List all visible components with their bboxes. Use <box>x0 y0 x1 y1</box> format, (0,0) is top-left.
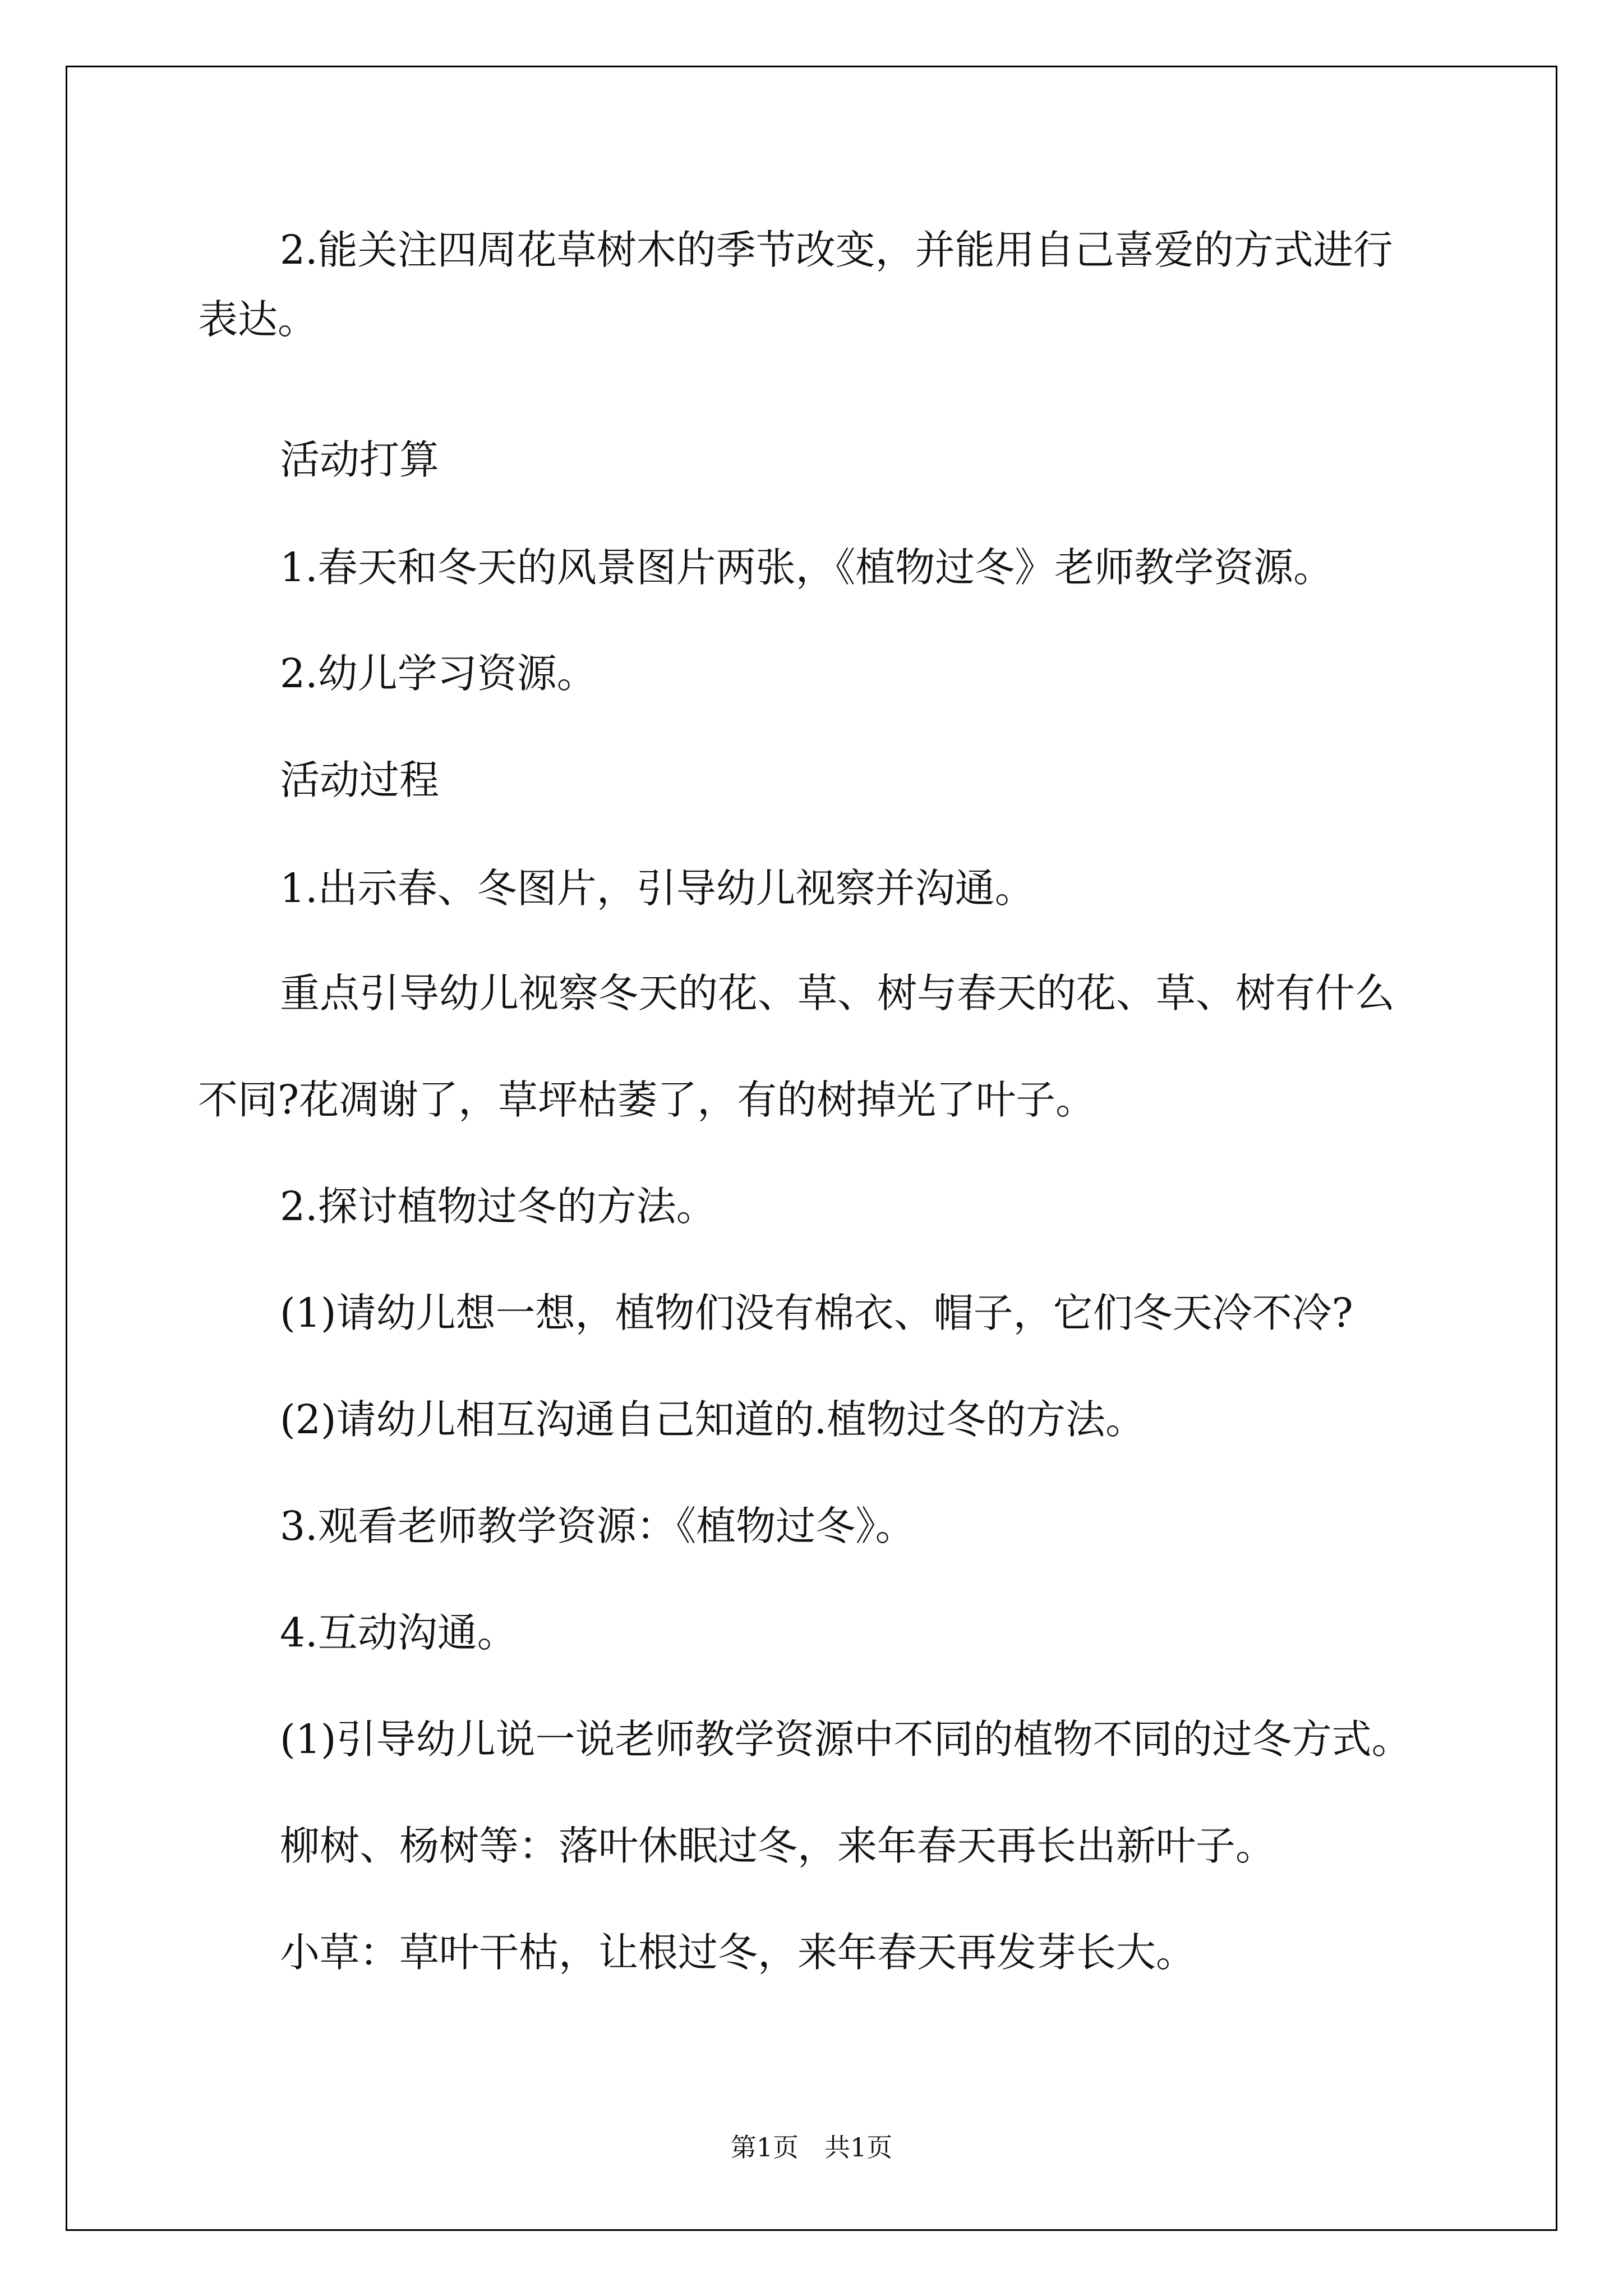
paragraph-line: 小草：草叶干枯，让根过冬，来年春天再发芽长大。 <box>280 1929 1196 1976</box>
paragraph-line: 2.幼儿学习资源。 <box>280 650 597 697</box>
paragraph-line: (2)请幼儿相互沟通自己知道的.植物过冬的方法。 <box>280 1396 1146 1443</box>
section-heading: 活动过程 <box>280 757 440 803</box>
page-footer: 第1页 共1页 <box>730 2132 893 2162</box>
paragraph-line: 1.出示春、冬图片，引导幼儿视察并沟通。 <box>280 865 1035 912</box>
paragraph-line: (1)引导幼儿说一说老师教学资源中不同的植物不同的过冬方式。 <box>280 1716 1412 1763</box>
paragraph-line: 1.春天和冬天的风景图片两张，《植物过冬》老师教学资源。 <box>280 544 1334 591</box>
paragraph-line: (1)请幼儿想一想，植物们没有棉衣、帽子，它们冬天冷不冷? <box>280 1290 1353 1336</box>
page-border <box>66 66 1557 2231</box>
section-heading: 活动打算 <box>280 436 440 483</box>
paragraph-line: 柳树、杨树等：落叶休眠过冬，来年春天再长出新叶子。 <box>280 1823 1276 1869</box>
paragraph-line: 表达。 <box>198 296 318 343</box>
paragraph-line: 3.观看老师教学资源：《植物过冬》。 <box>280 1503 915 1549</box>
paragraph-line: 不同?花凋谢了，草坪枯萎了，有的树掉光了叶子。 <box>198 1076 1096 1123</box>
paragraph-line: 2.探讨植物过冬的方法。 <box>280 1183 716 1230</box>
paragraph-line: 4.互动沟通。 <box>280 1609 517 1656</box>
paragraph-line: 2.能关注四周花草树木的季节改变，并能用自己喜爱的方式进行 <box>280 227 1393 273</box>
paragraph-line: 重点引导幼儿视察冬天的花、草、树与春天的花、草、树有什么 <box>280 970 1395 1016</box>
